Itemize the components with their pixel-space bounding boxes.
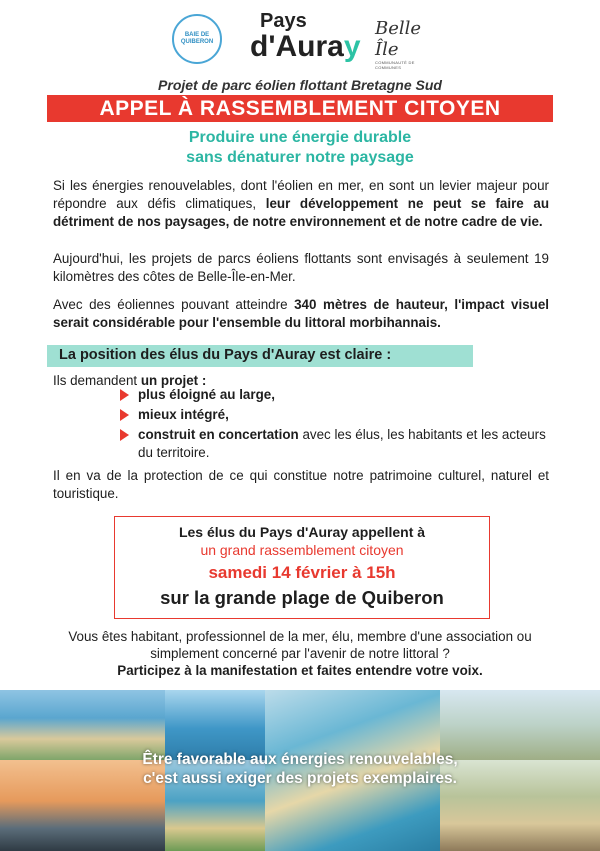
closing-question: Vous êtes habitant, professionnel de la mer, élu, membre d'une association ou simplement concerné par l'avenir de notre littoral ?: [68, 629, 532, 661]
height-paragraph: [53, 296, 549, 332]
event-location: sur la grande plage de Quiberon: [160, 587, 444, 608]
list-item-bold: construit en concertation: [138, 427, 299, 442]
list-item: [120, 406, 560, 424]
overlay-line1: Être favorable aux énergies renouvelables,: [142, 751, 458, 768]
demand-bold: un projet :: [140, 373, 207, 388]
list-item-bold: mieux intégré,: [138, 407, 229, 422]
pays-auray-logo: [250, 10, 370, 70]
tagline-line2: sans dénaturer notre paysage: [186, 149, 414, 166]
list-item-normal: avec les élus, les habitants et les acteurs du territoire.: [138, 427, 546, 460]
tagline-line1: Produire une énergie durable: [188, 129, 412, 146]
pays-auray-logo-prefix: d'Aura: [250, 30, 344, 63]
list-item-bold: plus éloigné au large,: [138, 387, 275, 402]
height-bold: 340 mètres de hauteur, l'impact visuel serait considérable pour l'ensemble du littoral morbihannais.: [53, 297, 549, 330]
red-arrow-icon: [120, 389, 129, 401]
demand-list: [120, 386, 560, 464]
pays-auray-logo-line1: Pays: [260, 10, 307, 32]
list-item: [120, 426, 560, 462]
intro-normal: Si les énergies renouvelables, dont l'éolien en mer, en sont un levier majeur pour répondre aux défis climatiques,: [53, 178, 549, 211]
red-arrow-icon: [120, 429, 129, 441]
red-arrow-icon: [120, 409, 129, 421]
tagline: [0, 128, 600, 168]
callout-line1: Les élus du Pays d'Auray appellent à: [178, 524, 426, 540]
position-heading: La position des élus du Pays d'Auray est claire :: [59, 347, 392, 363]
position-heading-bar: [47, 345, 473, 367]
belle-ile-logo: [375, 18, 435, 68]
intro-bold: leur développement ne peut se faire au détriment de nos paysages, de notre environnement et de notre cadre de vie.: [53, 196, 549, 229]
list-item: [120, 386, 560, 404]
headline-text: APPEL À RASSEMBLEMENT CITOYEN: [99, 96, 501, 120]
belle-ile-logo-text: Belle Île: [375, 18, 422, 60]
belle-ile-logo-sub: COMMUNAUTÉ DE COMMUNES: [375, 60, 415, 70]
intro-paragraph: [53, 177, 549, 231]
pays-auray-logo-y: y: [343, 30, 361, 63]
project-subtitle: Projet de parc éolien flottant Bretagne Sud: [158, 77, 442, 93]
coastal-photo-collage: [0, 690, 600, 851]
collage-overlay-text: [0, 750, 600, 788]
overlay-line2: c'est aussi exiger des projets exemplaires.: [143, 770, 457, 787]
heritage-paragraph: Il en va de la protection de ce qui constitue notre patrimoine culturel, naturel et touristique.: [53, 468, 549, 501]
logo-row: [0, 8, 600, 72]
demand-normal: Ils demandent: [53, 373, 141, 388]
closing-call-to-action: Participez à la manifestation et faites entendre votre voix.: [117, 663, 483, 678]
event-callout: [114, 516, 490, 619]
callout-line2: un grand rassemblement citoyen: [200, 542, 404, 558]
height-normal: Avec des éoliennes pouvant atteindre: [53, 297, 295, 312]
baie-de-quiberon-logo-text: BAIE DE QUIBERON: [180, 32, 214, 45]
baie-de-quiberon-logo: [172, 14, 222, 64]
headline-banner: [47, 95, 553, 122]
pays-auray-logo-line2: [250, 32, 370, 62]
event-date: samedi 14 février à 15h: [208, 563, 396, 582]
distance-paragraph: Aujourd'hui, les projets de parcs éoliens flottants sont envisagés à seulement 19 kilomètres des côtes de Belle-Île-en-Mer.: [53, 251, 549, 284]
closing-text: [40, 628, 560, 679]
